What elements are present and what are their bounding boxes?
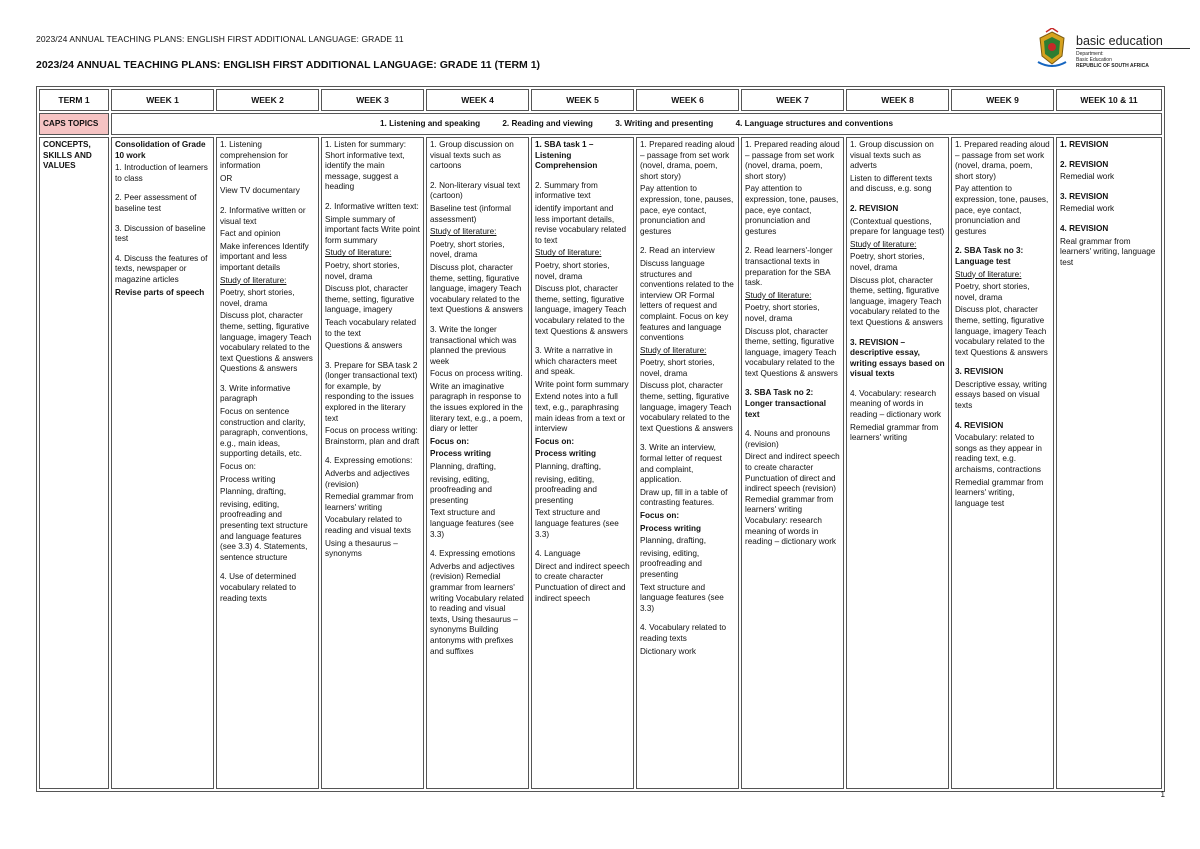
cell-paragraph: Process writing xyxy=(535,449,596,459)
cell-paragraph: 3. REVISION xyxy=(955,367,1004,377)
cell-paragraph: Dictionary work xyxy=(640,646,696,656)
header-row xyxy=(39,89,1162,111)
cell-paragraph: 2. Informative written text: xyxy=(325,201,419,211)
coat-of-arms-icon xyxy=(1032,28,1072,70)
week-1-cell xyxy=(111,137,214,789)
cell-paragraph: 3. Write a narrative in which characters meet and speak. xyxy=(535,346,617,377)
cell-paragraph: Focus on process writing. xyxy=(430,369,523,379)
cell-paragraph: Study of literature: xyxy=(325,248,392,258)
cell-paragraph: Remedial grammar from learners' writing xyxy=(325,492,414,512)
cell-paragraph: Pay attention to expression, tone, pauses, pace, eye contact, pronunciation and gestures xyxy=(955,184,1049,236)
cell-paragraph: Study of literature: xyxy=(535,248,602,258)
week-8-cell xyxy=(846,137,949,789)
week-7-cell xyxy=(741,137,844,789)
header-cell: WEEK 10 & 11 xyxy=(1056,89,1162,111)
cell-paragraph: Study of literature: xyxy=(640,345,707,355)
cell-paragraph: Focus on: xyxy=(220,462,256,472)
cell-paragraph: 3. Prepare for SBA task 2 (longer transactional text) for example, by responding to the issues explored in the literary text xyxy=(325,360,418,423)
cell-paragraph: Process writing xyxy=(220,474,276,484)
cell-paragraph: Listen to different texts and discuss, e.g. song xyxy=(850,173,933,194)
logo-basic-education: Basic Education xyxy=(1076,57,1112,63)
cell-paragraph: Draw up, fill in a table of contrasting features. xyxy=(640,487,728,508)
cell-paragraph: Simple summary of important facts Write point form summary xyxy=(325,214,420,245)
caps-topic: 3. Writing and presenting xyxy=(615,118,714,128)
cell-paragraph: Discuss plot, character theme, setting, figurative language, imagery Teach vocabulary related to the text Questions & answers Questions & answers xyxy=(220,311,313,374)
cell-paragraph: Focus on process writing: Brainstorm, plan and draft xyxy=(325,426,420,446)
cell-paragraph: Baseline test (informal assessment) xyxy=(430,203,511,224)
cell-paragraph: revising, editing, proofreading and presenting xyxy=(640,548,702,579)
cell-paragraph: Remedial work xyxy=(1060,172,1115,182)
header-cell: WEEK 5 xyxy=(531,89,634,111)
cell-paragraph: 4. Discuss the features of texts, newspaper or magazine articles xyxy=(115,253,208,284)
header-cell: WEEK 4 xyxy=(426,89,529,111)
cell-paragraph: Poetry, short stories, novel, drama xyxy=(955,282,1030,302)
header-cell: WEEK 3 xyxy=(321,89,424,111)
running-header: 2023/24 ANNUAL TEACHING PLANS: ENGLISH FIRST ADDITIONAL LANGUAGE: GRADE 11 xyxy=(36,34,404,44)
week-3-cell xyxy=(321,137,424,789)
cell-paragraph: Teach vocabulary related to the text xyxy=(325,317,417,338)
cell-paragraph: 3. SBA Task no 2: Longer transactional text xyxy=(745,388,826,419)
cell-paragraph: 1. Prepared reading aloud – passage from set work (novel, drama, poem, short story) xyxy=(955,140,1050,181)
cell-paragraph: 1. Group discussion on visual texts such as cartoons xyxy=(430,140,514,171)
cell-paragraph: 2. Peer assessment of baseline test xyxy=(115,193,197,213)
cell-paragraph: 3. Write informative paragraph xyxy=(220,383,291,404)
cell-paragraph: 1. REVISION xyxy=(1060,140,1109,149)
cell-paragraph: Discuss plot, character theme, setting, figurative language, imagery Teach vocabulary related to the text Questions & answers xyxy=(850,275,943,327)
cell-paragraph: Focus on sentence construction and clarity, paragraph, conventions, e.g., main ideas, supporting details, etc. xyxy=(220,407,308,459)
cell-paragraph: Discuss plot, character theme, setting, figurative language, imagery Teach vocabulary related to the text Questions & answers xyxy=(640,381,733,433)
page-title: 2023/24 ANNUAL TEACHING PLANS: ENGLISH FIRST ADDITIONAL LANGUAGE: GRADE 11 (TERM 1) xyxy=(36,59,541,71)
cell-paragraph: Discuss plot, character theme, setting, figurative language, imagery Teach vocabulary related to the text Questions & answers xyxy=(745,326,838,378)
cell-paragraph: 3. Discussion of baseline test xyxy=(115,223,206,244)
cell-paragraph: Poetry, short stories, novel, drama xyxy=(535,260,610,281)
concepts-row xyxy=(39,137,1162,789)
cell-paragraph: Discuss plot, character theme, setting, figurative language, imagery Teach vocabulary related to the text Questions & answers xyxy=(955,305,1048,357)
week-9-cell xyxy=(951,137,1054,789)
cell-paragraph: 2. Summary from informative text xyxy=(535,180,598,201)
week-6-cell xyxy=(636,137,739,789)
cell-paragraph: Remedial grammar from learners' writing xyxy=(850,422,939,443)
cell-paragraph: Discuss plot, character theme, setting, figurative language, imagery xyxy=(325,284,415,315)
cell-paragraph: 2. REVISION xyxy=(850,203,899,213)
logo-department: Department: xyxy=(1076,51,1104,57)
cell-paragraph: Remedial work xyxy=(1060,204,1115,214)
cell-paragraph: 4. Expressing emotions xyxy=(430,549,516,559)
caps-topics-row xyxy=(39,113,1162,135)
cell-paragraph: 2. Informative written or visual text xyxy=(220,205,306,226)
cell-paragraph: Poetry, short stories, novel, drama xyxy=(745,303,820,323)
cell-paragraph: revising, editing, proofreading and presenting xyxy=(430,474,492,505)
cell-paragraph: Poetry, short stories, novel, drama xyxy=(325,260,400,281)
cell-paragraph: 2. Non-literary visual text (cartoon) xyxy=(430,180,521,201)
cell-paragraph: Study of literature: xyxy=(745,290,812,300)
caps-topic: 2. Reading and viewing xyxy=(502,118,593,128)
cell-paragraph: 2. Read learners'-longer transactional texts in preparation for the SBA task. xyxy=(745,246,833,288)
row-label-line: VALUES xyxy=(43,161,76,171)
cell-paragraph: Direct and indirect speech to create character Punctuation of direct and indirect speech (revision) Remedial grammar from learners' writing Vocabulary: research meaning of words in reading – dictionary work xyxy=(745,452,840,547)
row-label-line: SKILLS AND xyxy=(43,150,92,160)
cell-paragraph: Planning, drafting, xyxy=(430,462,496,472)
cell-paragraph: (Contextual questions, prepare for language test) xyxy=(850,216,945,237)
cell-paragraph: Real grammar from learners' writing, language test xyxy=(1060,236,1156,267)
cell-paragraph: Discuss plot, character theme, setting, figurative language, imagery Teach vocabulary related to the text Questions & answers xyxy=(535,284,628,336)
cell-paragraph: Adverbs and adjectives (revision) xyxy=(325,469,410,489)
cell-paragraph: Vocabulary related to reading and visual texts xyxy=(325,515,412,535)
cell-paragraph: revising, editing, proofreading and presenting xyxy=(535,474,597,505)
cell-paragraph: Extend notes into a full text, e.g., paraphrasing main ideas from a text or interview xyxy=(535,392,626,434)
header-cell: WEEK 1 xyxy=(111,89,214,111)
cell-paragraph: Direct and indirect speech to create character Punctuation of direct and indirect speech xyxy=(535,561,630,603)
row-label-line: CONCEPTS, xyxy=(43,140,91,149)
cell-paragraph: Poetry, short stories, novel, drama xyxy=(220,288,295,308)
cell-paragraph: 4. REVISION xyxy=(1060,223,1109,233)
cell-paragraph: 4. REVISION xyxy=(955,420,1004,430)
annual-teaching-plan-table xyxy=(36,86,1165,792)
cell-paragraph: Study of literature: xyxy=(850,239,917,249)
caps-topics-label: CAPS TOPICS xyxy=(39,113,109,135)
cell-paragraph: Process writing xyxy=(430,449,491,459)
cell-paragraph: Write point form summary xyxy=(535,379,629,389)
logo-divider xyxy=(1076,48,1190,49)
cell-paragraph: Vocabulary: related to songs as they appear in reading text, e.g. archaisms, contractions xyxy=(955,433,1042,475)
dbe-logo xyxy=(1032,28,1164,72)
cell-paragraph: 4. Expressing emotions: xyxy=(325,456,413,466)
cell-paragraph: Make inferences Identify important and less important details xyxy=(220,241,309,272)
cell-paragraph: 1. SBA task 1 – Listening Comprehension xyxy=(535,140,598,171)
cell-paragraph: 3. Write the longer transactional which was planned the previous week xyxy=(430,324,517,366)
cell-paragraph: Focus on: xyxy=(535,436,575,446)
cell-paragraph: Poetry, short stories, novel, drama xyxy=(430,239,505,260)
cell-paragraph: 4. Language xyxy=(535,549,581,559)
cell-paragraph: 4. Use of determined vocabulary related to reading texts xyxy=(220,572,297,603)
cell-paragraph: Discuss language structures and conventions related to the interview OR Formal letters of request and complaint. Focus on key features and language conventions xyxy=(640,258,734,343)
cell-paragraph: Study of literature: xyxy=(955,269,1022,279)
cell-paragraph: 1. Introduction of learners to class xyxy=(115,163,208,183)
cell-paragraph: Focus on: xyxy=(640,511,680,520)
cell-paragraph: 2. REVISION xyxy=(1060,159,1109,169)
cell-paragraph: identify important and less important details, revise vocabulary related to text xyxy=(535,203,627,245)
cell-paragraph: Questions & answers xyxy=(325,341,403,351)
cell-paragraph: Planning, drafting, xyxy=(640,536,706,546)
cell-paragraph: Poetry, short stories, novel, drama xyxy=(640,358,715,378)
cell-paragraph: View TV documentary xyxy=(220,186,300,196)
cell-paragraph: Text structure and language features (see 3.3) xyxy=(430,508,514,539)
week-5-cell xyxy=(531,137,634,789)
cell-paragraph: 2. Read an interview xyxy=(640,246,715,256)
cell-paragraph: Study of literature: xyxy=(430,227,497,237)
cell-paragraph: 3. Write an interview, formal letter of request and complaint, application. xyxy=(640,443,722,485)
cell-paragraph: Study of literature: xyxy=(220,275,287,285)
header-cell: WEEK 7 xyxy=(741,89,844,111)
page-number: 1 xyxy=(1160,790,1165,799)
header-cell: WEEK 6 xyxy=(636,89,739,111)
cell-paragraph: Using a thesaurus – synonyms xyxy=(325,538,398,559)
cell-paragraph: Planning, drafting, xyxy=(220,487,286,497)
logo-brand: basic education xyxy=(1076,34,1163,48)
cell-paragraph: 4. Vocabulary: research meaning of words in reading – dictionary work xyxy=(850,388,942,420)
cell-paragraph: Focus on: xyxy=(430,436,470,446)
cell-paragraph: 2. SBA Task no 3: Language test xyxy=(955,246,1024,266)
cell-paragraph: Adverbs and adjectives (revision) Remedial grammar from learners' writing Vocabulary related to reading and visual texts, Using thesaurus – synonyms Building antonyms with prefixes and suffixes xyxy=(430,561,524,656)
cell-paragraph: 3. REVISION – descriptive essay, writing essays based on visual texts xyxy=(850,337,945,379)
cell-paragraph: Descriptive essay, writing essays based on visual texts xyxy=(955,379,1047,411)
cell-paragraph: Text structure and language features (see 3.3) xyxy=(535,508,619,539)
cell-paragraph: Write an imaginative paragraph in response to the issues explored in the literary text, e.g., a poem, diary or letter xyxy=(430,381,523,434)
header-cell: WEEK 8 xyxy=(846,89,949,111)
cell-paragraph: Planning, drafting, xyxy=(535,462,601,472)
cell-paragraph: 1. Listening comprehension for information xyxy=(220,140,288,171)
cell-paragraph: 4. Vocabulary related to reading texts xyxy=(640,623,727,643)
header-cell: WEEK 9 xyxy=(951,89,1054,111)
cell-paragraph: OR xyxy=(220,173,233,183)
concepts-row-label xyxy=(39,137,109,789)
cell-paragraph: 1. Group discussion on visual texts such as adverts xyxy=(850,140,934,171)
cell-paragraph: 1. Prepared reading aloud – passage from set work (novel, drama, poem, short story) xyxy=(640,140,735,181)
caps-topic: 1. Listening and speaking xyxy=(379,118,481,128)
cell-paragraph: 3. REVISION xyxy=(1060,191,1109,201)
cell-paragraph: 1. Listen for summary: Short informative text, identify the main message, suggest a heading xyxy=(325,140,406,192)
cell-paragraph: Fact and opinion xyxy=(220,229,281,239)
header-cell: TERM 1 xyxy=(39,89,109,111)
cell-paragraph: Remedial grammar from learners' writing, language test xyxy=(955,477,1044,508)
week-4-cell xyxy=(426,137,529,789)
cell-paragraph: Discuss plot, character theme, setting, figurative language, imagery Teach vocabulary related to the text Questions & answers xyxy=(430,262,523,315)
cell-paragraph: Process writing xyxy=(640,523,701,533)
caps-topics-list xyxy=(111,113,1162,135)
cell-paragraph: 1. Prepared reading aloud – passage from set work (novel, drama, poem, short story) xyxy=(745,140,840,181)
cell-paragraph: Revise parts of speech xyxy=(115,287,205,297)
cell-paragraph: revising, editing, proofreading and presenting text structure and language features (see 3.3) 4. Statements, sentence structure xyxy=(220,499,308,562)
logo-rsa: REPUBLIC OF SOUTH AFRICA xyxy=(1076,63,1149,69)
cell-paragraph: 4. Nouns and pronouns (revision) xyxy=(745,429,831,449)
cell-paragraph: Pay attention to expression, tone, pauses, pace, eye contact, pronunciation and gestures xyxy=(745,184,839,236)
cell-paragraph: Text structure and language features (see 3.3) xyxy=(640,582,724,613)
week-10-11-cell xyxy=(1056,137,1162,789)
cell-paragraph: Poetry, short stories, novel, drama xyxy=(850,252,925,272)
header-cell: WEEK 2 xyxy=(216,89,319,111)
week-2-cell xyxy=(216,137,319,789)
caps-topic: 4. Language structures and conventions xyxy=(735,118,893,128)
cell-paragraph: Pay attention to expression, tone, pauses, pace, eye contact, pronunciation and gestures xyxy=(640,184,734,236)
cell-paragraph: Consolidation of Grade 10 work xyxy=(115,140,206,160)
